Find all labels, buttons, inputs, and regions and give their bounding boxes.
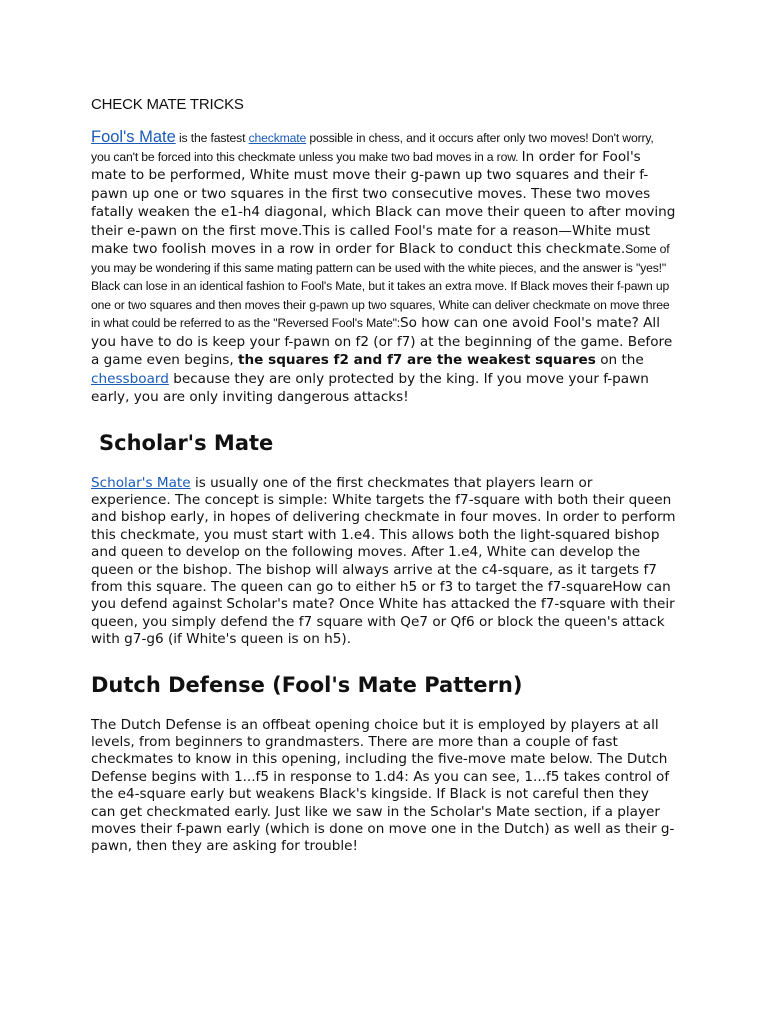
scholars-mate-paragraph	[91, 475, 676, 649]
avoid-text-2: on the	[595, 352, 644, 368]
intro-text-1: is the fastest	[175, 131, 249, 145]
document-title: CHECK MATE TRICKS	[91, 96, 244, 113]
scholars-mate-link[interactable]: Scholar's Mate	[91, 474, 191, 491]
dutch-defense-heading: Dutch Defense (Fool's Mate Pattern)	[91, 672, 523, 697]
weakest-squares-bold: the squares f2 and f7 are the weakest squares	[237, 352, 596, 368]
avoid-text-3: because they are only protected by the king. If you move your f-pawn early, you are only inviting dangerous attacks!	[91, 370, 649, 405]
fools-mate-link[interactable]: Fool's Mate	[91, 128, 176, 146]
avoid-fools-mate-text: So how can one avoid Fool's mate? All you have to do is keep your f-pawn on f2 (or f7) at the beginning of the game. Before a game even begins,	[91, 315, 673, 368]
chessboard-link[interactable]: chessboard	[91, 370, 169, 387]
dutch-defense-paragraph: The Dutch Defense is an offbeat opening choice but it is employed by players at all levels, from beginners to grandmasters. There are more than a couple of fast checkmates to know in this opening, including the five-move mate below. The Dutch Defense begins with 1...f5 in response to 1.d4: As you can see, 1...f5 takes control of the e4-square early but weakens Black's kingside. If Black is not careful then they can get checkmated early. Just like we saw in the Scholar's Mate section, if a player moves their f-pawn early (which is done on move one in the Dutch) as well as their g-pawn, then they are asking for trouble!	[91, 716, 675, 855]
scholars-mate-text: is usually one of the first checkmates that players learn or experience. The concept is simple: White targets the f7-square with both their queen and bishop early, in hopes of delivering checkmate in four moves. In order to perform this checkmate, you must start with 1.e4. This allows both the light-squared bishop and queen to develop on the following moves. After 1.e4, White can develop the queen or the bishop. The bishop will always arrive at the c4-square, as it targets f7 from this square. The queen can go to either h5 or f3 to target the f7-squareHow can you defend against Scholar's mate? Once White has attacked the f7-square with their queen, you simply defend the f7 square with Qe7 or Qf6 or block the queen's attack with g7-g6 (if White's queen is on h5).	[91, 474, 676, 648]
fools-mate-explanation: In order for Fool's mate to be performed, White must move their g-pawn up two squares and their f-pawn up one or two squares in the first two consecutive moves. These two moves fatally weaken the e1-h4 diagonal, which Black can move their queen to after moving their e-pawn on the first move.This is called Fool's mate for a reason—White must make two foolish moves in a row in order for Black to conduct this checkmate.	[91, 148, 676, 257]
scholars-mate-heading: Scholar's Mate	[99, 430, 274, 455]
checkmate-link[interactable]: checkmate	[248, 131, 307, 145]
reversed-fools-mate-text: Some of you may be wondering if this same mating pattern can be used with the white pieces, and the answer is "yes!" Black can lose in an identical fashion to Fool's Mate, but it takes an extra move. If Black moves their f-pawn up one or two squares and then moves their g-pawn up two squares, White can deliver checkmate on move three in what could be referred to as the "Reversed Fool's Mate":	[91, 242, 670, 330]
fools-mate-paragraph	[91, 128, 676, 407]
intro-text-2: possible in chess, and it occurs after only two moves! Don't worry, you can't be forced into this checkmate unless you make two bad moves in a row.	[91, 131, 654, 164]
